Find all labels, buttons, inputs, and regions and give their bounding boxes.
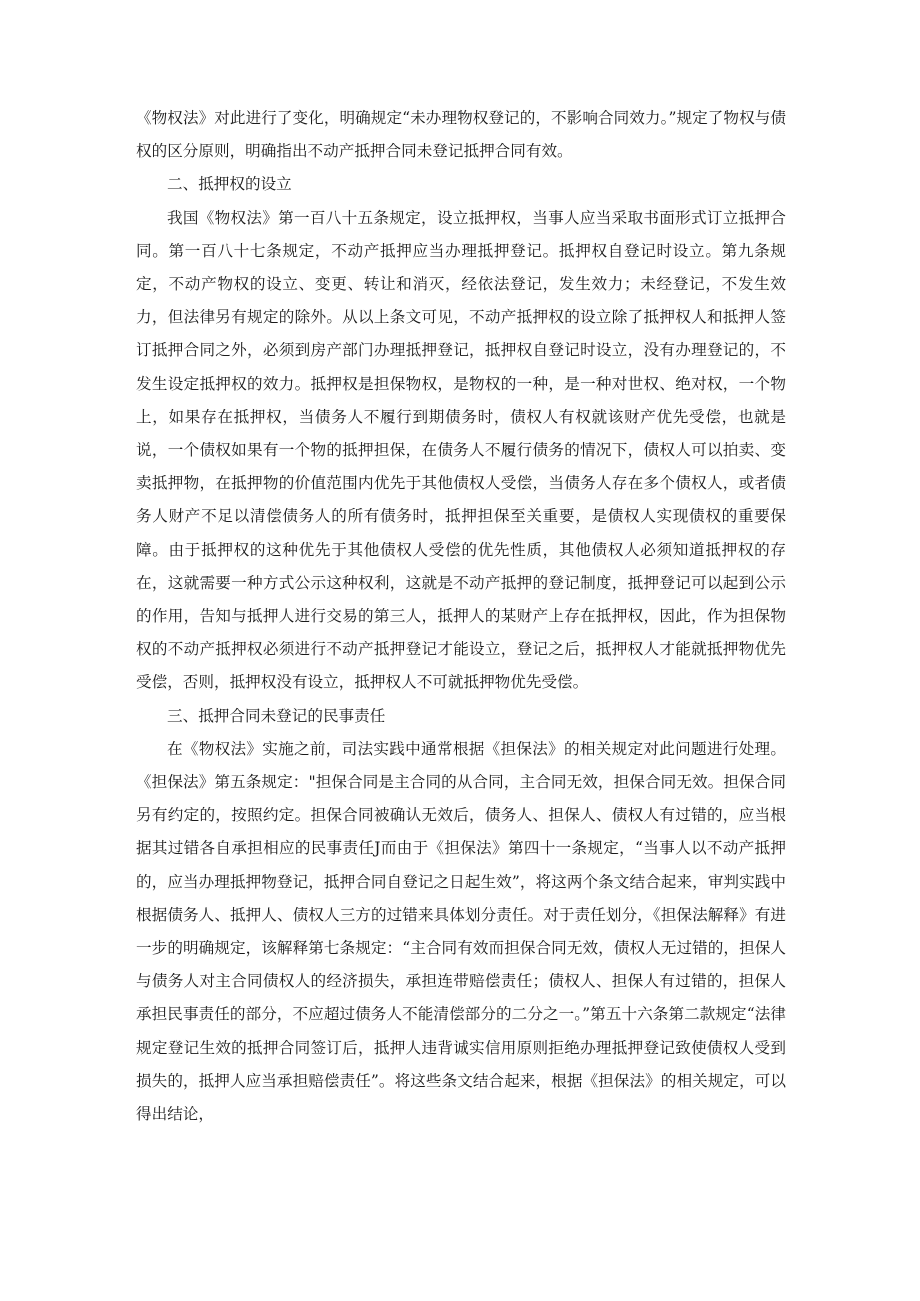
paragraph-mortgage-establishment: 我国《物权法》第一百八十五条规定，设立抵押权，当事人应当采取书面形式订立抵押合同。第一百八十七条规定，不动产抵押应当办理抵押登记。抵押权自登记时设立。第九条规定，不动产物权的设立、变更、转让和消灭，经依法登记，发生效力；未经登记，不发生效力，但法律另有规定的除外。从以上条文可见，不动产抵押权的设立除了抵押权人和抵押人签订抵押合同之外，必须到房产部门办理抵押登记，抵押权自登记时设立，没有办理登记的，不发生设定抵押权的效力。抵押权是担保物权，是物权的一种，是一种对世权、绝对权，一个物上，如果存在抵押权，当债务人不履行到期债务时，债权人有权就该财产优先受偿，也就是说，一个债权如果有一个物的抵押担保，在债务人不履行债务的情况下，债权人可以拍卖、变卖抵押物，在抵押物的价值范围内优先于其他债权人受偿，当债务人存在多个债权人，或者债务人财产不足以清偿债务人的所有债务时，抵押担保至关重要，是债权人实现债权的重要保障。由于抵押权的这种优先于其他债权人受偿的优先性质，其他债权人必须知道抵押权的存在，这就需要一种方式公示这种权利，这就是不动产抵押的登记制度，抵押登记可以起到公示的作用，告知与抵押人进行交易的第三人，抵押人的某财产上存在抵押权，因此，作为担保物权的不动产抵押权必须进行不动产抵押登记才能设立，登记之后，抵押权人才能就抵押物优先受偿，否则，抵押权没有设立，抵押权人不可就抵押物优先受偿。 — [136, 208, 786, 692]
document-body — [136, 102, 786, 1131]
paragraph-civil-liability: 在《物权法》实施之前，司法实践中通常根据《担保法》的相关规定对此问题进行处理。《担保法》第五条规定："担保合同是主合同的从合同，主合同无效，担保合同无效。担保合同另有约定的，按照约定。担保合同被确认无效后，债务人、担保人、债权人有过错的，应当根据其过错各自承担相应的民事责任J而由于《担保法》第四十一条规定，“当事人以不动产抵押的，应当办理抵押物登记，抵押合同自登记之日起生效”，将这两个条文结合起来，审判实践中根据债务人、抵押人、债权人三方的过错来具体划分责任。对于责任划分，《担保法解释》有进一步的明确规定，该解释第七条规定：“主合同有效而担保合同无效，债权人无过错的，担保人与债务人对主合同债权人的经济损失，承担连带赔偿责任；债权人、担保人有过错的，担保人承担民事责任的部分，不应超过债务人不能清偿部分的二分之一。”第五十六条第二款规定“法律规定登记生效的抵押合同签订后，抵押人违背诚实信用原则拒绝办理抵押登记致使债权人受到损失的，抵押人应当承担赔偿责任”。将这些条文结合起来，根据《担保法》的相关规定，可以得出结论， — [136, 739, 786, 1124]
paragraph-intro: 《物权法》对此进行了变化，明确规定“未办理物权登记的，不影响合同效力。”规定了物权与债权的区分原则，明确指出不动产抵押合同未登记抵押合同有效。 — [136, 109, 786, 161]
section-heading-2: 二、抵押权的设立 — [167, 175, 292, 194]
section-heading-3: 三、抵押合同未登记的民事责任 — [167, 706, 386, 725]
